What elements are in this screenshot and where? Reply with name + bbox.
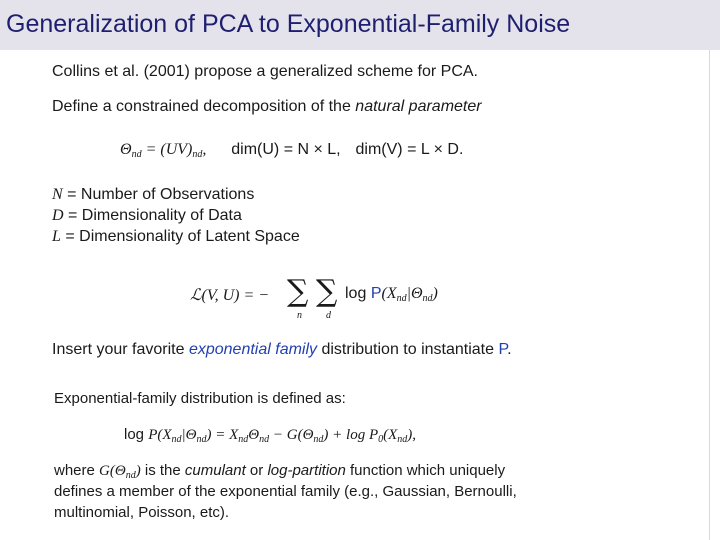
definition-d-text: = Dimensionality of Data — [68, 207, 242, 224]
loss-arg-subscript: nd — [396, 293, 407, 304]
eq2-p: P — [148, 427, 158, 443]
sum-index-d: d — [326, 310, 331, 321]
symbol-l: L — [52, 228, 61, 245]
decomposition-text: Define a constrained decomposition of the — [52, 98, 356, 115]
log-word: log — [345, 285, 367, 302]
exponential-family-link: exponential family — [188, 341, 318, 358]
eq2-sub-zero: 0 — [378, 434, 384, 445]
loss-log-term — [345, 285, 438, 303]
symbol-n: N — [52, 186, 63, 203]
where-function-text: function which uniquely — [345, 462, 506, 479]
title-bar — [0, 0, 720, 50]
theta-subscript: nd — [131, 149, 142, 160]
loss-theta-subscript: nd — [422, 293, 433, 304]
decomposition-line — [52, 98, 482, 116]
where-or: or — [245, 462, 268, 479]
eq2-log: log — [124, 426, 149, 443]
dim-v: dim(V) = L × D. — [355, 141, 464, 158]
slide-title: Generalization of PCA to Exponential-Family Noise — [6, 10, 571, 38]
cumulant-close: ) — [135, 463, 141, 479]
eq2-bar: |Θ — [181, 427, 197, 443]
eq2-sub-2: nd — [196, 434, 207, 445]
insert-prefix: Insert your favorite — [52, 341, 189, 358]
insert-p: P — [498, 341, 508, 358]
right-divider — [709, 50, 710, 540]
definition-n-text: = Number of Observations — [67, 186, 255, 203]
sum-over-d-icon: ∑ — [316, 274, 338, 309]
dim-u: dim(U) = N × L, — [231, 141, 341, 158]
eq2-minus: − G(Θ — [269, 427, 314, 443]
sum-index-n: n — [297, 310, 302, 321]
eq2-open-2: (X — [383, 427, 398, 443]
eq2-open: (X — [157, 427, 172, 443]
natural-parameter-term: natural parameter — [355, 98, 482, 115]
eq2-sub-1: nd — [171, 434, 182, 445]
where-line-3: multinomial, Poisson, etc). — [54, 504, 230, 521]
eq2-mid: ) = X — [206, 427, 239, 443]
loss-bar: |Θ — [406, 285, 423, 302]
insert-end: . — [507, 341, 512, 358]
intro-line: Collins et al. (2001) propose a generalized scheme for PCA. — [52, 63, 478, 80]
cumulant-subscript: nd — [125, 470, 136, 481]
definition-d — [52, 207, 242, 225]
uv-product: UV — [165, 141, 188, 158]
symbol-d: D — [52, 207, 64, 224]
equals-open: = ( — [141, 141, 166, 158]
sum-over-n-icon: ∑ — [287, 274, 309, 309]
eq2-theta: Θ — [248, 427, 260, 443]
where-prefix: where — [54, 462, 100, 479]
eq2-sub-6: nd — [397, 434, 408, 445]
decomposition-equation — [120, 141, 463, 159]
theta-symbol: Θ — [120, 141, 132, 158]
uv-subscript: nd — [192, 149, 203, 160]
where-line-1 — [54, 462, 505, 480]
comma: , — [202, 141, 207, 158]
close-paren: ) — [187, 141, 193, 158]
cumulant-g: G(Θ — [99, 463, 126, 479]
definition-l-text: = Dimensionality of Latent Space — [65, 228, 300, 245]
eq2-end: ), — [407, 427, 417, 443]
where-line-2: defines a member of the exponential family (e.g., Gaussian, Bernoulli, — [54, 483, 517, 500]
loss-arg: (X — [381, 285, 397, 302]
expfam-intro: Exponential-family distribution is defined as: — [54, 390, 346, 407]
eq2-sub-4: nd — [259, 434, 270, 445]
expfam-equation — [124, 426, 416, 444]
log-partition-term: log-partition — [267, 462, 346, 479]
loss-lhs: ℒ(V, U) = − — [190, 287, 270, 304]
distribution-p: P — [370, 285, 382, 302]
eq2-plus: ) + log P — [323, 427, 379, 443]
definition-n — [52, 186, 254, 204]
definition-l — [52, 228, 300, 246]
loss-close: ) — [432, 285, 438, 302]
cumulant-term: cumulant — [184, 462, 246, 479]
eq2-sub-3: nd — [238, 434, 249, 445]
eq2-sub-5: nd — [313, 434, 324, 445]
insert-line — [52, 341, 512, 359]
where-is-the: is the — [140, 462, 185, 479]
insert-middle: distribution to instantiate — [317, 341, 499, 358]
